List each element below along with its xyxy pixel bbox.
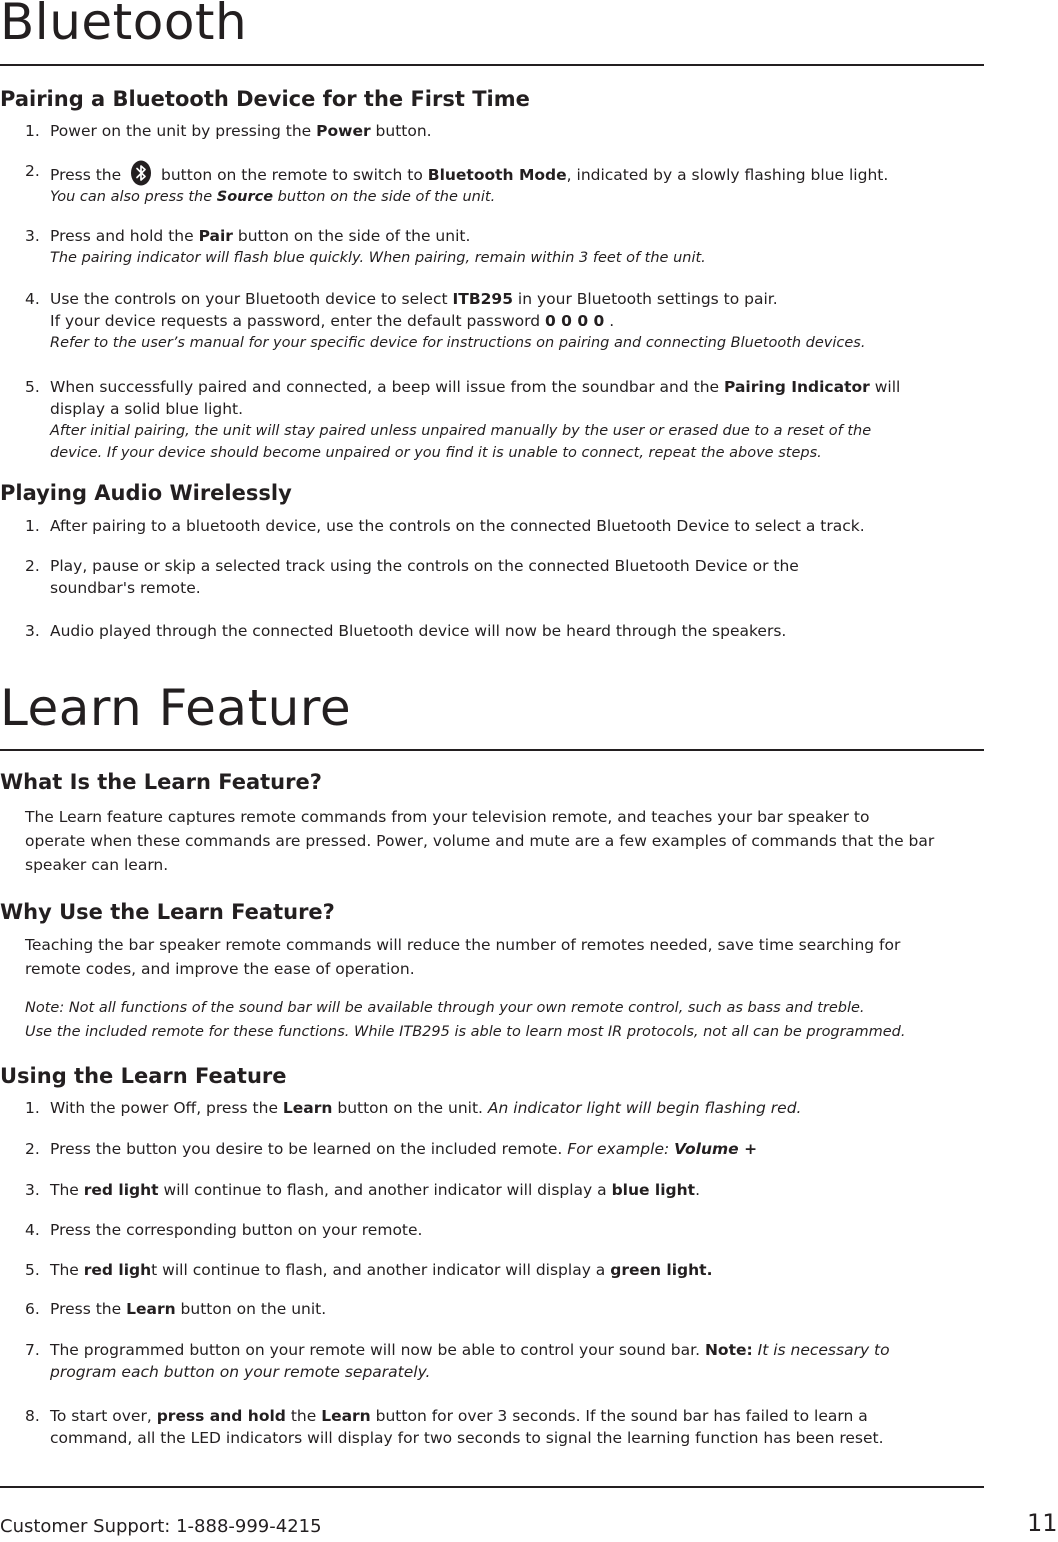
manual-page: Bluetooth Pairing a Bluetooth Device for the First Time 1. Power on the unit by pressing the Power button. 2. Press the button on the remote to switch to Bluetooth Mode, indicated by a slowly flashing blue light. You can also press the Source button on the side of the unit. 3. Press and hold the Pair button on the side of the unit. The pairing indicator will flash blue quickly. When pairing, remain within 3 feet of the unit. 4. Use the controls on your Bluetooth device to select ITB295 in your Bluetooth settings to pair. If your device requests a password, enter the default password 0 0 0 0 . Refer to the user’s manual for your specific device for instructions on pairing and connecting Bluetooth devices. 5. When successfully paired and connected, a beep will issue from the soundbar and the Pairing Indicator will display a solid blue light. After initial pairing, the unit will stay paired unless unpaired manually by the user or erased due to a reset of the device. If your device should become unpaired or you find it is unable to connect, repeat the above steps. Playing Audio Wirelessly 1. After pairing to a bluetooth device, use the controls on the connected Bluetooth Device to select a track. 2. Play, pause or skip a selected track using the controls on the connected Bluetooth Device or the soundbar's remote. 3. Audio played through the connected Bluetooth device will now be heard through the speakers. Learn Feature What Is the Learn Feature? The Learn feature captures remote commands from your television remote, and teaches your bar speaker to operate when these commands are pressed. Power, volume and mute are a few examples of commands that the bar speaker can learn. Why Use the Learn Feature? Teaching the bar speaker remote commands will reduce the number of remotes needed, save time searching for remote codes, and improve the ease of operation. Note: Not all functions of the sound bar will be available through your own remote control, such as bass and treble. Use the included remote for these functions. While ITB295 is able to learn most IR protocols, not all can be programmed. Using the Learn Feature 1. With the power Off, press the Learn button on the unit. An indicator light will begin flashing red. 2. Press the button you desire to be learned on the included remote. For example: Volume + 3. The red light will continue to flash, and another indicator will display a blue light. 4. Press the corresponding button on your remote. 5. The red light will continue to flash, and another indicator will display a green light. 6. Press the Learn button on the unit. 7. The programmed button on your remote will now be able to control your sound bar. Note: It is necessary to program each button on your remote separately. 8. To start over, press and hold the Learn button for over 3 seconds. If the sound bar has failed to learn a command, all the LED indicators will display for two seconds to signal the learning function has been reset. Customer Support: 1-888-999-4215 11 <box>0 0 1050 1542</box>
learn-title: Learn Feature <box>0 679 352 737</box>
playing-heading: Playing Audio Wirelessly <box>0 481 292 505</box>
bluetooth-icon <box>130 160 152 186</box>
why-paragraph: Teaching the bar speaker remote commands will reduce the number of remotes needed, save time searching for remote codes, and improve the ease of operation. <box>25 936 901 978</box>
bluetooth-title: Bluetooth <box>0 0 248 51</box>
why-heading: Why Use the Learn Feature? <box>0 900 335 924</box>
what-heading: What Is the Learn Feature? <box>0 770 322 794</box>
learn-divider <box>0 749 984 751</box>
footer-divider <box>0 1486 984 1488</box>
bluetooth-divider <box>0 64 984 66</box>
what-paragraph: The Learn feature captures remote commands from your television remote, and teaches your bar speaker to operate when these commands are pressed. Power, volume and mute are a few examples of commands that the bar speaker can learn. <box>25 808 935 874</box>
using-heading: Using the Learn Feature <box>0 1064 287 1088</box>
page-number: 11 <box>1027 1509 1058 1537</box>
why-note: Note: Not all functions of the sound bar will be available through your own remote control, such as bass and treble. Use the included remote for these functions. While ITB295 is able to learn most IR protocols, not all can be programmed. <box>25 1000 906 1040</box>
pairing-heading: Pairing a Bluetooth Device for the First Time <box>0 87 530 111</box>
customer-support: Customer Support: 1-888-999-4215 <box>0 1516 322 1537</box>
